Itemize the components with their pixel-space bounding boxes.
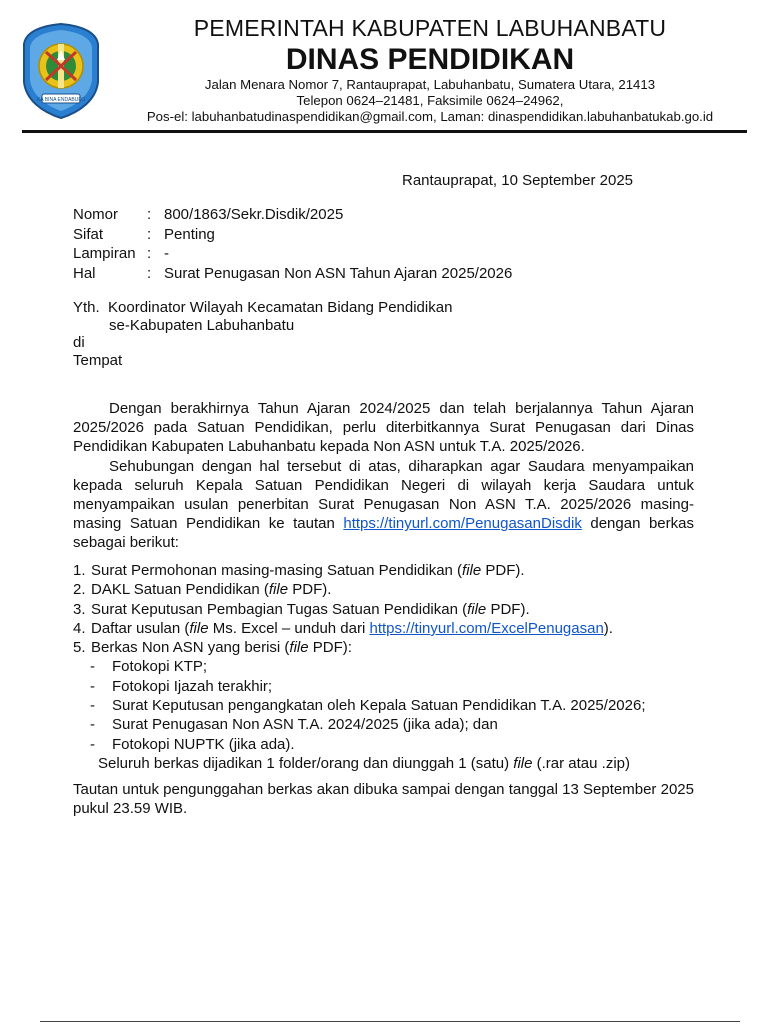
meta-value: Surat Penugasan Non ASN Tahun Ajaran 2025/2026	[164, 264, 513, 282]
list-item: 4. Daftar usulan (file Ms. Excel – unduh dari https://tinyurl.com/ExcelPenugasan).	[73, 619, 613, 637]
addressee-line1: Koordinator Wilayah Kecamatan Bidang Pendidikan	[108, 299, 453, 316]
list-item: 3. Surat Keputusan Pembagian Tugas Satuan Pendidikan (file PDF).	[73, 600, 530, 618]
excel-link[interactable]: https://tinyurl.com/ExcelPenugasan	[369, 619, 604, 637]
logo-motto: KA BINA ENDABULO	[36, 97, 86, 103]
meta-label: Nomor	[73, 206, 119, 223]
meta-label: Lampiran	[73, 245, 136, 262]
sublist-item: - Fotokopi KTP;	[90, 658, 208, 676]
addressee-line2: se-Kabupaten Labuhanbatu	[109, 316, 295, 334]
addressee-block	[73, 299, 452, 369]
letter-meta	[73, 205, 512, 283]
paragraph-2: Sehubungan dengan hal tersebut di atas, diharapkan agar Saudara menyampaikan kepada seluruh Kepala Satuan Pendidikan Negeri di wilayah kerja Saudara untuk menyampaikan usulan penerbitan Surat Penugasan Non ASN T.A. 2025/2026 masing-masing Satuan Pendidikan ke tautan https://tinyurl.com/PenugasanDisdik dengan berkas sebagai berikut:	[73, 457, 694, 552]
footer-divider	[40, 1021, 740, 1022]
address-line: Jalan Menara Nomor 7, Rantauprapat, Labuhanbatu, Sumatera Utara, 21413	[204, 77, 656, 92]
requirements-list	[73, 561, 713, 773]
phone-line: Telepon 0624–21481, Faksimile 0624–24962,	[296, 93, 564, 108]
email-line: Pos-el: labuhanbatudinaspendidikan@gmail.com, Laman: dinaspendidikan.labuhanbatukab.go.id	[146, 109, 714, 124]
meta-label: Sifat	[73, 225, 104, 243]
meta-value: -	[164, 245, 169, 262]
sublist-item: - Fotokopi NUPTK (jika ada).	[90, 735, 295, 753]
meta-row-nomor: Nomor : 800/1863/Sekr.Disdik/2025	[73, 206, 344, 223]
regency-logo	[22, 22, 100, 120]
letter-body	[73, 399, 694, 553]
meta-label: Hal	[73, 264, 96, 282]
letterhead	[110, 14, 750, 125]
closing-paragraph: Tautan untuk pengunggahan berkas akan dibuka sampai dengan tanggal 13 September 2025 pukul 23.59 WIB.	[73, 781, 694, 818]
meta-value: 800/1863/Sekr.Disdik/2025	[164, 206, 344, 223]
letterhead-divider	[22, 130, 747, 133]
list-item: 1. Surat Permohonan masing-masing Satuan Pendidikan (file PDF).	[73, 562, 525, 579]
org-name: PEMERINTAH KABUPATEN LABUHANBATU	[193, 15, 667, 41]
addressee-place: Tempat	[73, 351, 123, 369]
meta-value: Penting	[164, 225, 215, 243]
meta-row-hal: Hal : Surat Penugasan Non ASN Tahun Ajaran 2025/2026	[73, 264, 513, 282]
penugasan-link[interactable]: https://tinyurl.com/PenugasanDisdik	[343, 515, 582, 533]
meta-row-lampiran: Lampiran : -	[73, 245, 169, 262]
paragraph-1: Dengan berakhirnya Tahun Ajaran 2024/2025 dan telah berjalannya Tahun Ajaran 2025/2026 pada Satuan Pendidikan, perlu diterbitkannya Surat Penugasan dari Dinas Pendidikan Kabupaten Labuhanbatu kepada Non ASN untuk T.A. 2025/2026.	[73, 400, 694, 456]
list-item: 2. DAKL Satuan Pendidikan (file PDF).	[73, 581, 332, 599]
addressee-di: di	[73, 334, 85, 351]
meta-row-sifat: Sifat : Penting	[73, 225, 215, 243]
sublist-item: - Surat Keputusan pengangkatan oleh Kepala Satuan Pendidikan T.A. 2025/2026;	[90, 697, 646, 715]
addressee-salutation: Yth.	[73, 299, 100, 316]
sublist-item: - Surat Penugasan Non ASN T.A. 2024/2025 (jika ada); dan	[90, 716, 498, 734]
all-files-note: Seluruh berkas dijadikan 1 folder/orang dan diunggah 1 (satu) file (.rar atau .zip)	[98, 754, 630, 772]
sublist-item: - Fotokopi Ijazah terakhir;	[90, 677, 273, 695]
list-item: 5. Berkas Non ASN yang berisi (file PDF):	[73, 639, 352, 657]
dept-name: DINAS PENDIDIKAN	[285, 43, 575, 76]
letter-date: Rantauprapat, 10 September 2025	[402, 172, 633, 189]
